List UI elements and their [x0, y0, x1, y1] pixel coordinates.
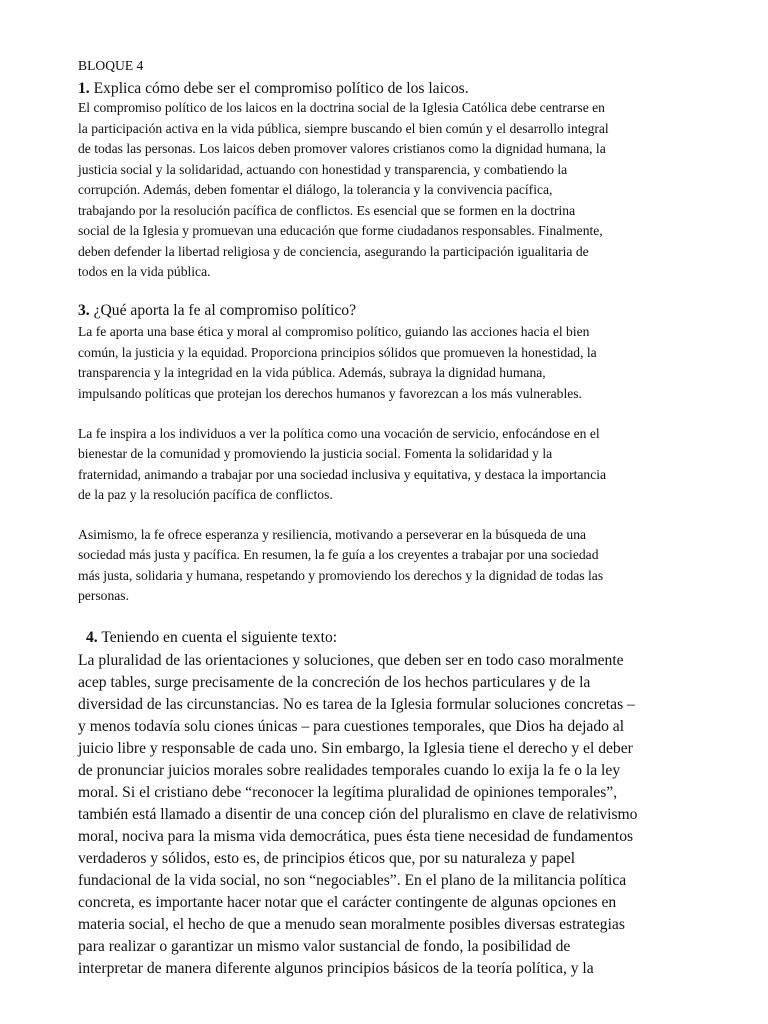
answer-1-line: todos en la vida pública.	[78, 264, 211, 279]
quote-line: materia social, el hecho de que a menudo sean moralmente posibles diversas estrategias	[78, 916, 625, 933]
answer-3-p3-line: sociedad más justa y pacífica. En resumen, la fe guía a los creyentes a trabajar por una sociedad	[78, 547, 599, 562]
quote-line: moral, nociva para la misma vida democrática, pues ésta tiene necesidad de fundamentos	[78, 828, 634, 845]
quote-line: La pluralidad de las orientaciones y soluciones, que deben ser en todo caso moralmente	[78, 652, 624, 669]
answer-3-p1-line: común, la justicia y la equidad. Proporciona principios sólidos que promueven la honestidad, la	[78, 345, 597, 360]
answer-1-line: deben defender la libertad religiosa y de conciencia, asegurando la participación igualitaria de	[78, 244, 589, 259]
quote-line: y menos todavía solu ciones únicas – para cuestiones temporales, que Dios ha dejado al	[78, 718, 625, 735]
quote-line: fundacional de la vida social, no son “negociables”. En el plano de la militancia política	[78, 872, 627, 889]
quote-line: concreta, es importante hacer notar que el carácter contingente de algunas opciones en	[78, 894, 617, 911]
answer-3-p2-line: de la paz y la resolución pacífica de conflictos.	[78, 487, 333, 502]
answer-1-line: corrupción. Además, deben fomentar el diálogo, la tolerancia y la convivencia pacífica,	[78, 182, 553, 197]
answer-1-line: social de la Iglesia y promuevan una educación que forme ciudadanos responsables. Finalmente,	[78, 223, 603, 238]
quote-line: acep tables, surge precisamente de la concreción de los hechos particulares y de la	[78, 674, 591, 691]
answer-3-p3-line: personas.	[78, 588, 129, 603]
question-4-text: Teniendo en cuenta el siguiente texto:	[97, 629, 338, 646]
answer-1-line: El compromiso político de los laicos en la doctrina social de la Iglesia Católica debe centrarse en	[78, 100, 605, 115]
question-1-heading	[78, 78, 469, 100]
question-1-text: Explica cómo debe ser el compromiso político de los laicos.	[89, 80, 469, 97]
answer-3-p2-line: fraternidad, animando a trabajar por una sociedad inclusiva y equitativa, y destaca la importancia	[78, 467, 607, 482]
quote-line: juicio libre y responsable de cada uno. Sin embargo, la Iglesia tiene el derecho y el deber	[78, 740, 633, 757]
answer-3-p1-line: transparencia y la integridad en la vida pública. Además, subraya la dignidad humana,	[78, 365, 546, 380]
answer-1-line: de todas las personas. Los laicos deben promover valores cristianos como la dignidad humana, la	[78, 141, 606, 156]
quote-line: de pronunciar juicios morales sobre realidades temporales cuando lo exija la fe o la ley	[78, 762, 621, 779]
block-title: BLOQUE 4	[78, 58, 144, 73]
quote-line: también está llamado a disentir de una concep ción del pluralismo en clave de relativismo	[78, 806, 638, 823]
question-3-heading	[78, 300, 356, 322]
answer-3-p1-line: impulsando políticas que protejan los derechos humanos y favorezcan a los más vulnerables.	[78, 386, 582, 401]
quote-line: para realizar o garantizar un mismo valor sustancial de fondo, la posibilidad de	[78, 938, 571, 955]
answer-1-line: la participación activa en la vida pública, siempre buscando el bien común y el desarrollo integral	[78, 121, 609, 136]
quote-line: moral. Si el cristiano debe “reconocer la legítima pluralidad de opiniones temporales”,	[78, 784, 618, 801]
answer-3-p1-line: La fe aporta una base ética y moral al compromiso político, guiando las acciones hacia el bien	[78, 324, 590, 339]
question-4-heading	[86, 627, 337, 649]
quote-line: verdaderos y sólidos, esto es, de principios éticos que, por su naturaleza y papel	[78, 850, 576, 867]
quote-line: interpretar de manera diferente algunos principios básicos de la teoría política, y la	[78, 960, 594, 977]
question-4-number: 4.	[86, 629, 98, 646]
question-3-text: ¿Qué aporta la fe al compromiso político?	[89, 302, 356, 319]
question-3-number: 3.	[78, 302, 90, 319]
question-1-number: 1.	[78, 80, 90, 97]
answer-3-p2-line: bienestar de la comunidad y promoviendo la justicia social. Fomenta la solidaridad y la	[78, 446, 553, 461]
answer-3-p3-line: más justa, solidaria y humana, respetando y promoviendo los derechos y la dignidad de todas las	[78, 568, 604, 583]
answer-1-line: trabajando por la resolución pacífica de conflictos. Es esencial que se formen en la doctrina	[78, 203, 576, 218]
quote-line: diversidad de las circunstancias. No es tarea de la Iglesia formular soluciones concretas –	[78, 696, 635, 713]
answer-1-line: justicia social y la solidaridad, actuando con honestidad y transparencia, y combatiendo la	[78, 162, 568, 177]
answer-3-p2-line: La fe inspira a los individuos a ver la política como una vocación de servicio, enfocándose en el	[78, 426, 600, 441]
answer-3-p3-line: Asimismo, la fe ofrece esperanza y resiliencia, motivando a perseverar en la búsqueda de una	[78, 527, 587, 542]
